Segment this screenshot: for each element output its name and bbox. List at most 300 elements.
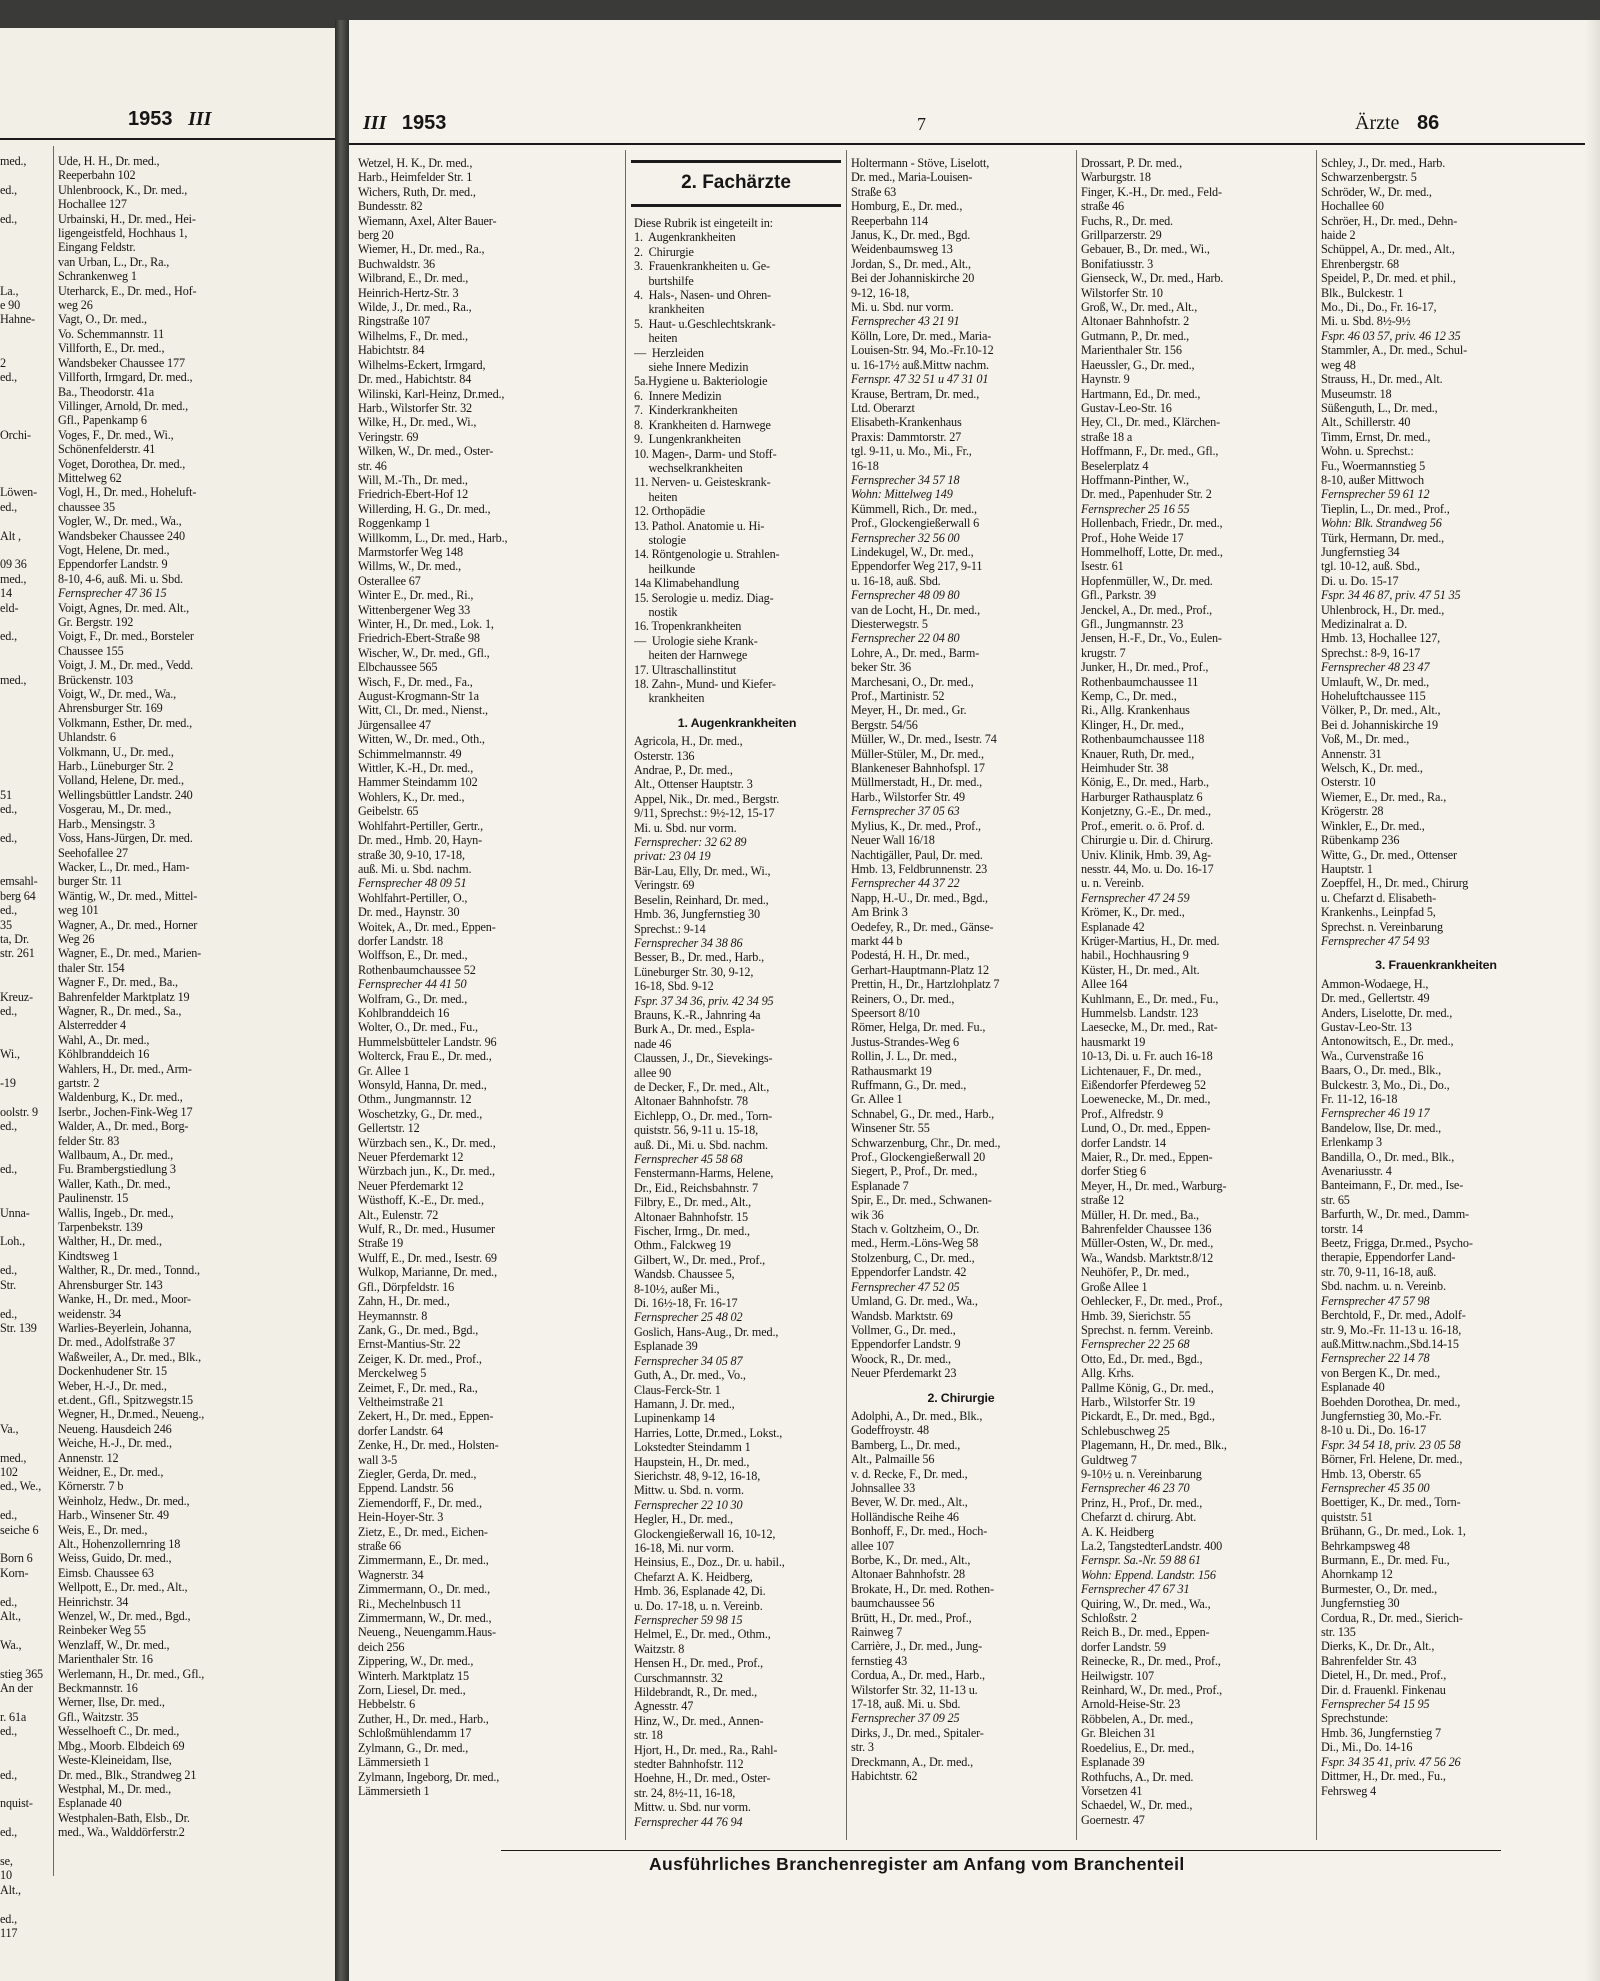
- directory-entry-line: Cordua, R., Dr. med., Sierich-: [1321, 1610, 1463, 1625]
- directory-entry-line: Gfl., Jungmannstr. 23: [1081, 617, 1184, 631]
- directory-entry-line: Altonaer Bahnhofstr. 78: [634, 1094, 749, 1109]
- directory-entry-line: Wenzlaff, W., Dr. med.,: [58, 1637, 170, 1652]
- directory-entry-line: Weg 26: [58, 931, 95, 946]
- directory-entry-line: Köhlbranddeich 16: [58, 1047, 150, 1062]
- directory-entry-line: Jürgensallee 47: [358, 717, 431, 732]
- directory-entry-line: Reeperbahn 102: [58, 168, 136, 183]
- directory-entry-line: Banteimann, F., Dr. med., Ise-: [1321, 1178, 1464, 1193]
- stub-line: [0, 240, 50, 254]
- directory-entry-line: weg 101: [58, 903, 99, 918]
- directory-entry-line: Walther, R., Dr. med., Tonnd.,: [58, 1263, 200, 1278]
- directory-entry-line: u. Do. 17-18, u. n. Vereinb.: [634, 1598, 763, 1613]
- stub-line: [0, 1379, 50, 1393]
- stub-line: [0, 413, 50, 427]
- directory-entry-line: straße 18 a: [1081, 429, 1133, 444]
- left-page: [0, 28, 335, 1981]
- directory-entry-line: Schönenfelderstr. 41: [58, 442, 156, 457]
- directory-entry-line: Gr. Bleichen 31: [1081, 1726, 1156, 1741]
- stub-line: e 90: [0, 298, 21, 313]
- directory-entry-line: Fuchs, R., Dr. med.: [1081, 213, 1173, 228]
- directory-entry-line: Bever, W. Dr. med., Alt.,: [851, 1495, 968, 1510]
- directory-entry-line: Othm., Jungmannstr. 12: [358, 1092, 472, 1107]
- directory-entry-line: Speersort 8/10: [851, 1005, 920, 1020]
- directory-entry-line: Harb., Lüneburger Str. 2: [58, 759, 174, 774]
- stub-line: Löwen-: [0, 485, 38, 500]
- directory-entry-line: Wiemer, H., Dr. med., Ra.,: [358, 242, 485, 257]
- directory-entry-line: La.2, TangstedterLandstr. 400: [1081, 1539, 1223, 1553]
- directory-entry-line: dorfer Landstr. 18: [358, 933, 443, 948]
- directory-entry-line: baumchaussee 56: [851, 1596, 935, 1611]
- directory-entry-line: Stach v. Goltzheim, O., Dr.: [851, 1222, 980, 1237]
- directory-entry-line: Chefarzt d. chirurg. Abt.: [1081, 1510, 1197, 1525]
- directory-entry-line: Fernsprecher 48 09 51: [358, 876, 467, 891]
- directory-entry-line: Jenckel, A., Dr. med., Prof.,: [1081, 602, 1213, 617]
- rubric-index-line: nostik: [634, 604, 678, 619]
- directory-entry-line: 8-10, 4-6, auß. Mi. u. Sbd.: [58, 571, 183, 586]
- directory-entry-line: Alt., Eulenstr. 72: [358, 1207, 439, 1222]
- right-divider-3: [1076, 150, 1077, 1840]
- rubric-index-line: stologie: [634, 532, 686, 547]
- directory-entry-line: Lämmersieth 1: [358, 1755, 430, 1770]
- directory-entry-line: Oehlecker, F., Dr. med., Prof.,: [1081, 1294, 1223, 1309]
- directory-entry-line: Eichlepp, O., Dr. med., Torn-: [634, 1108, 773, 1123]
- directory-entry-line: Dr. med., Maria-Louisen-: [851, 170, 973, 185]
- stub-line: [0, 255, 50, 269]
- directory-entry-line: Vosgerau, M., Dr. med.,: [58, 802, 172, 817]
- directory-entry-line: Brühann, G., Dr. med., Lok. 1,: [1321, 1524, 1466, 1539]
- directory-entry-line: Fernsprecher 22 04 80: [851, 631, 960, 646]
- directory-entry-line: Hoffmann, F., Dr. med., Gfl.,: [1081, 444, 1219, 459]
- directory-entry-line: Lichtenauer, F., Dr. med.,: [1081, 1063, 1202, 1078]
- directory-entry-line: Fernsprecher 22 10 30: [634, 1497, 743, 1512]
- directory-entry-line: Zeimet, F., Dr. med., Ra.,: [358, 1380, 478, 1395]
- directory-entry-line: Osterstr. 10: [1321, 775, 1376, 790]
- stub-line: [0, 1062, 50, 1076]
- directory-entry-line: Kohlbranddeich 16: [358, 1005, 450, 1020]
- directory-entry-line: Wanke, H., Dr. med., Moor-: [58, 1292, 191, 1307]
- directory-entry-line: Hummelsbütteler Landstr. 96: [358, 1034, 497, 1049]
- directory-entry-line: Godeffroystr. 48: [851, 1423, 929, 1438]
- directory-entry-line: Fernsprecher 48 09 80: [851, 588, 960, 603]
- directory-entry-line: v. d. Recke, F., Dr. med.,: [851, 1466, 968, 1481]
- directory-entry-line: Wagnerstr. 34: [358, 1567, 424, 1582]
- directory-entry-line: Wonsyld, Hanna, Dr. med.,: [358, 1078, 487, 1092]
- fachaerzte-title-box: [631, 160, 841, 210]
- directory-entry-line: dorfer Landstr. 59: [1081, 1639, 1166, 1654]
- directory-entry-line: Wandsbeker Chaussee 177: [58, 355, 185, 370]
- stub-line: [0, 471, 50, 485]
- directory-entry-line: tgl. 10-12, auß. Sbd.,: [1321, 559, 1420, 574]
- directory-entry-line: Fspr. 37 34 36, priv. 42 34 95: [634, 993, 774, 1008]
- stub-line: [0, 730, 50, 744]
- directory-entry-line: Kemp, C., Dr. med.,: [1081, 689, 1177, 704]
- directory-entry-line: Rollin, J. L., Dr. med.,: [851, 1049, 957, 1064]
- directory-entry-line: Winterh. Marktplatz 15: [358, 1668, 469, 1683]
- directory-entry-line: Drossart, P. Dr. med.,: [1081, 156, 1182, 170]
- directory-entry-line: Wiemann, Axel, Alter Bauer-: [358, 213, 497, 228]
- directory-entry-line: Maier, R., Dr. med., Eppen-: [1081, 1150, 1213, 1165]
- stub-line: [0, 1407, 50, 1421]
- directory-entry-line: Loewenecke, M., Dr. med.,: [1081, 1092, 1211, 1107]
- directory-entry-line: Friedrich-Ebert-Hof 12: [358, 487, 469, 502]
- directory-entry-line: Voigt, J. M., Dr. med., Vedd.: [58, 658, 194, 673]
- directory-entry-line: Fspr. 34 46 87, priv. 47 51 35: [1321, 588, 1461, 603]
- directory-entry-line: Wilke, H., Dr. med., Wi.,: [358, 415, 477, 430]
- directory-entry-line: Fenstermann-Harms, Helene,: [634, 1166, 774, 1181]
- directory-entry-line: Voget, Dorothea, Dr. med.,: [58, 456, 186, 471]
- directory-entry-line: torstr. 14: [1321, 1221, 1363, 1236]
- stub-line: 14: [0, 586, 12, 601]
- directory-entry-line: gartstr. 2: [58, 1076, 100, 1090]
- directory-entry-line: van Urban, L., Dr., Ra.,: [58, 254, 170, 269]
- directory-entry-line: Haeussler, G., Dr. med.,: [1081, 357, 1195, 372]
- directory-entry-line: Uhlandstr. 6: [58, 730, 116, 745]
- directory-entry-line: Hinz, W., Dr. med., Annen-: [634, 1713, 764, 1728]
- directory-entry-line: Friedrich-Ebert-Straße 98: [358, 631, 480, 646]
- directory-entry-line: Weidner, E., Dr. med.,: [58, 1464, 164, 1479]
- directory-entry-line: Museumstr. 18: [1321, 386, 1392, 401]
- directory-entry-line: Vogl, H., Dr. med., Hoheluft-: [58, 485, 197, 500]
- directory-entry-line: Witt, Cl., Dr. med., Nienst.,: [358, 703, 488, 718]
- directory-entry-line: burger Str. 11: [58, 874, 122, 889]
- directory-entry-line: Beselerplatz 4: [1081, 458, 1149, 473]
- directory-entry-line: wall 3-5: [358, 1452, 398, 1467]
- stub-line: [0, 514, 50, 528]
- directory-entry-line: Wolter, O., Dr. med., Fu.,: [358, 1020, 478, 1035]
- directory-entry-line: van de Locht, H., Dr. med.,: [851, 602, 980, 617]
- directory-entry-line: Appel, Nik., Dr. med., Bergstr.: [634, 791, 780, 806]
- directory-entry-line: Eppendorfer Weg 217, 9-11: [851, 559, 983, 574]
- directory-entry-line: Westphal, M., Dr. med.,: [58, 1781, 172, 1796]
- directory-entry-line: Louisen-Str. 94, Mo.-Fr.10-12: [851, 343, 994, 358]
- stub-line: med.,: [0, 571, 27, 586]
- rubric-index-line: — Herzleiden: [634, 345, 704, 360]
- right-column-4: [1081, 156, 1311, 1946]
- directory-entry-line: Fr. 11-12, 16-18: [1321, 1092, 1398, 1106]
- directory-entry-line: Allg. Krhs.: [1081, 1366, 1134, 1381]
- directory-entry-line: Guldtweg 7: [1081, 1452, 1137, 1467]
- directory-entry-line: stedter Bahnhofstr. 112: [634, 1757, 744, 1772]
- directory-entry-line: Annenstr. 12: [58, 1450, 119, 1465]
- directory-entry-line: Fernsprecher 47 24 59: [1081, 890, 1190, 905]
- directory-entry-line: Habichtstr. 84: [358, 343, 425, 358]
- stub-line: [0, 442, 50, 456]
- directory-entry-line: Altonaer Bahnhofstr. 28: [851, 1567, 966, 1582]
- directory-entry-line: Jordan, S., Dr. med., Alt.,: [851, 256, 971, 271]
- directory-entry-line: Dr. med., Gellertstr. 49: [1321, 991, 1430, 1006]
- directory-entry-line: Wagner, R., Dr. med., Sa.,: [58, 1003, 182, 1018]
- directory-entry-line: Bamberg, L., Dr. med.,: [851, 1437, 961, 1452]
- directory-entry-line: Fernsprecher 37 05 63: [851, 804, 960, 819]
- stub-line: ta, Dr.: [0, 931, 30, 946]
- stub-line: Wa.,: [0, 1637, 22, 1652]
- directory-entry-line: Hmb. 36, Jungfernstieg 7: [1321, 1725, 1441, 1740]
- rubric-index-line: heilkunde: [634, 561, 696, 576]
- directory-entry-line: Meyer, H., Dr. med., Gr.: [851, 703, 967, 718]
- directory-entry-line: Fernsprecher 59 61 12: [1321, 487, 1430, 502]
- directory-entry-line: Antonowitsch, E., Dr. med.,: [1321, 1034, 1454, 1049]
- directory-entry-line: Voß, M., Dr. med.,: [1321, 732, 1410, 747]
- directory-entry-line: Wilstorfer Str. 32, 11-13 u.: [851, 1682, 978, 1697]
- directory-entry-line: Uhlenbrock, H., Dr. med.,: [1321, 602, 1445, 617]
- directory-entry-line: Nachtigäller, Paul, Dr. med.: [851, 847, 983, 862]
- directory-entry-line: Hmb. 39, Sierichstr. 55: [1081, 1308, 1191, 1323]
- directory-entry-line: Volkmann, U., Dr. med.,: [58, 744, 174, 759]
- directory-entry-line: Helmel, E., Dr. med., Othm.,: [634, 1627, 771, 1642]
- stub-line: [0, 1494, 50, 1508]
- directory-entry-line: Prinz, H., Prof., Dr. med.,: [1081, 1495, 1203, 1510]
- directory-entry-line: Bär-Lau, Elly, Dr. med., Wi.,: [634, 863, 771, 878]
- directory-entry-line: Fernsprecher 47 54 93: [1321, 933, 1430, 948]
- directory-entry-line: str. 70, 9-11, 16-18, auß.: [1321, 1264, 1437, 1279]
- directory-entry-line: Fspr. 46 03 57, priv. 46 12 35: [1321, 328, 1461, 343]
- directory-entry-line: Alt., Schillerstr. 40: [1321, 415, 1411, 430]
- stub-line: [0, 1840, 50, 1854]
- stub-line: [0, 1393, 50, 1407]
- rubric-index-line: Diese Rubrik ist eingeteilt in:: [634, 216, 773, 230]
- directory-entry-line: Wulf, R., Dr. med., Husumer: [358, 1222, 495, 1237]
- directory-entry-line: Jensen, H.-F., Dr., Vo., Eulen-: [1081, 631, 1222, 646]
- directory-entry-line: dorfer Stieg 6: [1081, 1164, 1146, 1179]
- directory-entry-line: Uhlenbroock, K., Dr. med.,: [58, 182, 188, 197]
- directory-entry-line: Weis, E., Dr. med.,: [58, 1522, 148, 1537]
- directory-entry-line: Jungfernstieg 30, Mo.-Fr.: [1321, 1408, 1442, 1423]
- directory-entry-line: Müller-Osten, W., Dr. med.,: [1081, 1236, 1214, 1251]
- stub-line: 117: [0, 1925, 18, 1940]
- directory-entry-line: Gustav-Leo-Str. 16: [1081, 400, 1172, 415]
- directory-entry-line: Lämmersieth 1: [358, 1783, 430, 1798]
- directory-entry-line: Alt., Hohenzollernring 18: [58, 1537, 181, 1551]
- directory-entry-line: Altonaer Bahnhofstr. 2: [1081, 314, 1190, 329]
- rubric-index-line: 7. Kinderkrankheiten: [634, 403, 738, 418]
- directory-entry-line: Krüger-Martius, H., Dr. med.: [1081, 933, 1220, 948]
- directory-entry-line: Wandsb. Chaussee 5,: [634, 1267, 735, 1282]
- stub-line: Alt.,: [0, 1882, 21, 1897]
- directory-entry-line: Reinecke, R., Dr. med., Prof.,: [1081, 1654, 1221, 1669]
- directory-entry-line: Sierichstr. 48, 9-12, 16-18,: [634, 1468, 761, 1483]
- directory-entry-line: u. 16-17½ auß.Mittw nachm.: [851, 357, 989, 372]
- directory-entry-line: dorfer Landstr. 14: [1081, 1135, 1166, 1150]
- stub-line: [0, 457, 50, 471]
- directory-entry-line: krugstr. 7: [1081, 645, 1126, 660]
- directory-entry-line: Müllmerstadt, H., Dr. med.,: [851, 775, 983, 790]
- stub-line: [0, 1134, 50, 1148]
- directory-entry-line: Fernsprecher 47 36 15: [58, 586, 167, 601]
- directory-entry-line: Hommelhoff, Lotte, Dr. med.,: [1081, 544, 1223, 559]
- directory-entry-line: Speidel, P., Dr. med. et phil.,: [1321, 271, 1456, 286]
- right-column-3: [851, 156, 1071, 1946]
- stub-line: r. 61a: [0, 1709, 27, 1724]
- directory-entry-line: Othm., Falckweg 19: [634, 1238, 731, 1253]
- directory-entry-line: Fernsprecher 45 35 00: [1321, 1480, 1430, 1495]
- box-top-rule: [631, 160, 841, 163]
- directory-entry-line: Justus-Strandes-Weg 6: [851, 1034, 959, 1049]
- directory-entry-line: Bulckestr. 3, Mo., Di., Do.,: [1321, 1077, 1450, 1092]
- directory-entry-line: Hmb. 13, Oberstr. 65: [1321, 1466, 1421, 1481]
- directory-entry-line: Holtermann - Stöve, Liselott,: [851, 156, 990, 170]
- directory-entry-line: str. 9, Mo.-Fr. 11-13 u. 16-18,: [1321, 1322, 1462, 1337]
- directory-entry-line: tgl. 9-11, u. Mo., Mi., Fr.,: [851, 444, 972, 459]
- stub-line: ed.,: [0, 1594, 17, 1609]
- stub-line: [0, 226, 50, 240]
- directory-entry-line: Eppendorfer Landstr. 42: [851, 1265, 967, 1280]
- directory-entry-line: Goernestr. 47: [1081, 1812, 1145, 1827]
- directory-entry-line: Dr. med., Papenhuder Str. 2: [1081, 487, 1212, 502]
- rubric-index-line: krankheiten: [634, 302, 705, 317]
- directory-entry-line: wik 36: [851, 1207, 884, 1222]
- stub-line: [0, 1018, 50, 1032]
- directory-entry-line: Annenstr. 31: [1321, 746, 1382, 761]
- directory-entry-line: Schlebuschweg 25: [1081, 1423, 1170, 1438]
- directory-entry-line: Waldenburg, K., Dr. med.,: [58, 1090, 183, 1105]
- directory-entry-line: Zoepffel, H., Dr. med., Chirurg: [1321, 876, 1469, 891]
- stub-line: stieg 365: [0, 1666, 43, 1681]
- rubric-index-line: krankheiten: [634, 691, 705, 706]
- directory-entry-line: Filbry, E., Dr. med., Alt.,: [634, 1195, 752, 1210]
- directory-entry-line: Wilinski, Karl-Heinz, Dr.med.,: [358, 386, 505, 401]
- stub-line: [0, 961, 50, 975]
- directory-entry-line: Univ. Klinik, Hmb. 39, Ag-: [1081, 847, 1212, 862]
- directory-entry-line: Fu. Brambergstiedlung 3: [58, 1162, 176, 1177]
- directory-entry-line: Wilhelms, F., Dr. med.,: [358, 328, 468, 343]
- directory-entry-line: Zekert, H., Dr. med., Eppen-: [358, 1409, 494, 1424]
- directory-entry-line: Burk A., Dr. med., Espla-: [634, 1022, 755, 1037]
- directory-entry-line: Rathausmarkt 19: [851, 1063, 932, 1078]
- stub-line: 09 36: [0, 557, 27, 572]
- directory-entry-line: Börner, Frl. Helene, Dr. med.,: [1321, 1452, 1463, 1467]
- directory-entry-line: Weber, H.-J., Dr. med.,: [58, 1378, 167, 1393]
- directory-entry-line: Klinger, H., Dr. med.,: [1081, 717, 1184, 732]
- directory-entry-line: Süßenguth, L., Dr. med.,: [1321, 400, 1438, 415]
- directory-entry-line: Türk, Hermann, Dr. med.,: [1321, 530, 1444, 545]
- directory-entry-line: Gfl., Parkstr. 39: [1081, 588, 1156, 603]
- page-edge: [1585, 20, 1600, 1981]
- directory-entry-line: Woitek, A., Dr. med., Eppen-: [358, 919, 496, 934]
- directory-entry-line: str. 46: [358, 458, 387, 473]
- directory-entry-line: Röbbelen, A., Dr. med.,: [1081, 1711, 1193, 1726]
- stub-line: [0, 817, 50, 831]
- directory-entry-line: Dittmer, H., Dr. med., Fu.,: [1321, 1769, 1446, 1784]
- directory-entry-line: markt 44 b: [851, 933, 903, 948]
- directory-entry-line: med., Herm.-Löns-Weg 58: [851, 1236, 979, 1251]
- directory-entry-line: Tarpenbekstr. 139: [58, 1220, 143, 1235]
- directory-entry-line: u. 16-18, auß. Sbd.: [851, 573, 941, 588]
- directory-entry-line: Dir. d. Frauenkl. Finkenau: [1321, 1682, 1446, 1697]
- directory-entry-line: Hegler, H., Dr. med.,: [634, 1512, 733, 1527]
- directory-entry-line: Schnabel, G., Dr. med., Harb.,: [851, 1106, 995, 1121]
- directory-entry-line: Lupinenkamp 14: [634, 1411, 715, 1426]
- directory-entry-line: Veltheimstraße 21: [358, 1394, 444, 1409]
- directory-entry-line: Borbe, K., Dr. med., Alt.,: [851, 1553, 971, 1567]
- directory-entry-line: Gilbert, W., Dr. med., Prof.,: [634, 1252, 766, 1267]
- directory-entry-line: Boettiger, K., Dr. med., Torn-: [1321, 1495, 1461, 1510]
- directory-entry-line: 8-10½, außer Mi.,: [634, 1281, 720, 1296]
- directory-entry-line: Bonhoff, F., Dr. med., Hoch-: [851, 1524, 988, 1539]
- directory-entry-line: Diesterwegstr. 5: [851, 617, 928, 631]
- right-header-page-number: 86: [1416, 112, 1440, 134]
- directory-entry-line: beker Str. 36: [851, 660, 911, 675]
- stub-line: ed.,: [0, 1767, 17, 1782]
- directory-entry-line: Claus-Ferck-Str. 1: [634, 1382, 721, 1397]
- directory-entry-line: Wulff, E., Dr. med., Isestr. 69: [358, 1250, 497, 1265]
- directory-entry-line: Müller, W., Dr. med., Isestr. 74: [851, 732, 997, 747]
- directory-entry-line: Dockenhudener Str. 15: [58, 1364, 167, 1379]
- directory-entry-line: Lüneburger Str. 30, 9-12,: [634, 964, 754, 979]
- directory-entry-line: Hmb. 13, Feldbrunnenstr. 23: [851, 861, 988, 876]
- directory-entry-line: Gerhart-Hauptmann-Platz 12: [851, 962, 989, 977]
- directory-entry-line: Besser, B., Dr. med., Harb.,: [634, 950, 765, 965]
- stub-line: [0, 1782, 50, 1796]
- directory-entry-line: nesstr. 44, Mo. u. Do. 16-17: [1081, 861, 1214, 876]
- directory-entry-line: Dreckmann, A., Dr. med.,: [851, 1754, 973, 1769]
- stub-line: ed.,: [0, 1306, 17, 1321]
- stub-line: [0, 716, 50, 730]
- directory-entry-line: Gutmann, P., Dr. med.,: [1081, 328, 1190, 343]
- directory-entry-line: Ringstraße 107: [358, 314, 431, 329]
- rubric-index-line: heiten: [634, 331, 678, 346]
- directory-entry-line: Umlauft, W., Dr. med.,: [1321, 674, 1430, 689]
- directory-entry-line: Fernsprecher 47 52 05: [851, 1279, 960, 1294]
- section-heading-chirurgie: 2. Chirurgie: [927, 1390, 995, 1405]
- directory-entry-line: Eingang Feldstr.: [58, 240, 136, 255]
- directory-entry-line: Große Allee 1: [1081, 1279, 1148, 1294]
- rubric-index-line: 11. Nerven- u. Geisteskrank-: [634, 475, 771, 490]
- rubric-index-line: 12. Orthopädie: [634, 504, 706, 519]
- directory-entry-line: Krömer, K., Dr. med.,: [1081, 905, 1185, 920]
- directory-entry-line: Heinsius, E., Doz., Dr. u. habil.,: [634, 1555, 785, 1570]
- stub-line: emsahl-: [0, 874, 38, 889]
- directory-entry-line: Vogler, W., Dr. med., Wa.,: [58, 514, 182, 529]
- stub-line: [0, 399, 50, 413]
- directory-entry-line: Fernsprecher 37 09 25: [851, 1711, 960, 1726]
- directory-entry-line: Reiners, O., Dr. med.,: [851, 991, 955, 1006]
- directory-entry-line: Marmstorfer Weg 148: [358, 544, 463, 559]
- directory-entry-line: Dietel, H., Dr. med., Prof.,: [1321, 1668, 1447, 1683]
- stub-line: [0, 1292, 50, 1306]
- directory-entry-line: Marienthaler Str. 156: [1081, 343, 1182, 358]
- directory-entry-line: Voigt, W., Dr. med., Wa.,: [58, 687, 177, 702]
- directory-entry-line: Arnold-Heise-Str. 23: [1081, 1697, 1181, 1712]
- directory-entry-line: Wichers, Ruth, Dr. med.,: [358, 184, 476, 199]
- directory-entry-line: Behrkampsweg 48: [1321, 1538, 1410, 1553]
- directory-entry-line: weidenstr. 34: [58, 1306, 122, 1321]
- directory-entry-line: Ahrensburger Str. 169: [58, 701, 163, 716]
- box-bottom-rule: [631, 204, 841, 207]
- directory-entry-line: Wenzel, W., Dr. med., Bgd.,: [58, 1609, 191, 1624]
- directory-entry-line: Hopfenmüller, W., Dr. med.: [1081, 573, 1213, 588]
- directory-entry-line: berg 20: [358, 228, 394, 243]
- directory-entry-line: Agnesstr. 47: [634, 1699, 694, 1714]
- directory-entry-line: allee 90: [634, 1065, 672, 1080]
- directory-entry-line: quiststr. 56, 9-11 u. 15-18,: [634, 1123, 758, 1138]
- directory-entry-line: Ruffmann, G., Dr. med.,: [851, 1078, 967, 1092]
- directory-entry-line: Osterallee 67: [358, 573, 421, 588]
- directory-entry-line: Eißendorfer Pferdeweg 52: [1081, 1078, 1206, 1092]
- right-column-5: [1321, 156, 1551, 1946]
- directory-entry-line: Neuhöfer, P., Dr. med.,: [1081, 1265, 1190, 1280]
- directory-entry-line: Wohn: Eppend. Landstr. 156: [1081, 1567, 1216, 1582]
- directory-entry-line: Cordua, A., Dr. med., Harb.,: [851, 1668, 985, 1683]
- rubric-index-line: 5a.Hygiene u. Bakteriologie: [634, 374, 768, 389]
- directory-entry-line: str. 135: [1321, 1625, 1356, 1640]
- rubric-index-line: 4. Hals-, Nasen- und Ohren-: [634, 288, 771, 303]
- directory-entry-line: Küster, H., Dr. med., Alt.: [1081, 962, 1200, 977]
- directory-entry-line: quiststr. 51: [1321, 1509, 1373, 1524]
- right-divider-2: [846, 150, 847, 1840]
- stub-line: med.,: [0, 672, 27, 687]
- directory-entry-line: Will, M.-Th., Dr. med.,: [358, 472, 468, 487]
- directory-entry-line: 16-18, Sbd. 9-12: [634, 979, 714, 994]
